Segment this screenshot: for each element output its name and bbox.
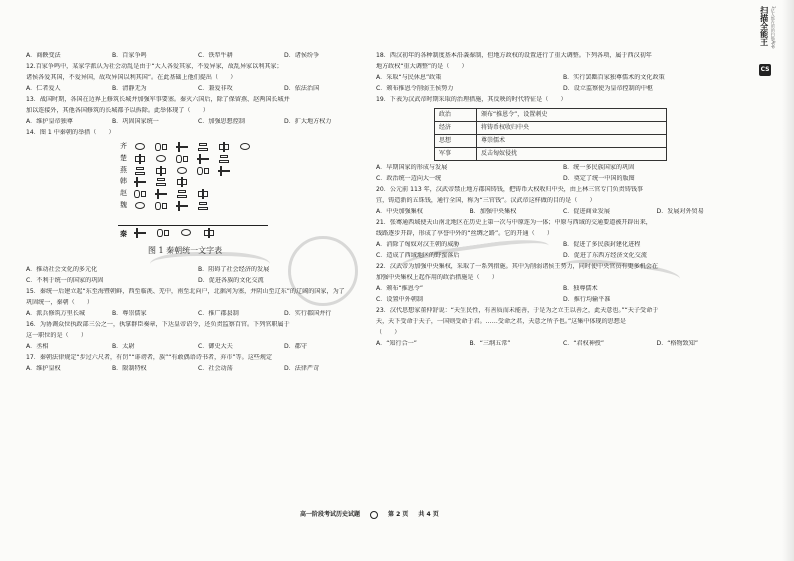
answer-options-row (26, 52, 370, 63)
question-text-line: 12.百家争鸣中，某家学派认为社会动乱是由于“大人各爱其家，不爱异家，故乱异家以利其家； (26, 63, 283, 70)
answer-options-row (376, 296, 750, 307)
answer-option: D．奠定了统一中国的版图 (563, 175, 635, 182)
answer-option: A．“知行合一” (376, 340, 417, 347)
answer-option: C．铁犁牛耕 (198, 52, 233, 59)
scanner-tagline: 3亿人都在用的扫描App (770, 6, 776, 49)
table-row (435, 122, 667, 135)
ancient-script-glyph (134, 166, 147, 176)
answer-option: A．采取“与民休息”政策 (376, 74, 442, 81)
answer-option: C．政治统一迈向大一统 (376, 175, 442, 182)
question-text-line: 19．下表为汉武帝时期采取的治理措施，其反映的时代特征是（ ） (376, 96, 567, 103)
answer-option: A．维护皇帝独尊 (26, 118, 73, 125)
answer-option: D．诸侯纷争 (284, 52, 320, 59)
script-variant-row (134, 166, 252, 178)
ancient-script-glyph (134, 228, 147, 238)
question-text-line: 15．秦统一后建立起“东至海暨朝鲜，西至临洮、羌中，南至北向户，北据河为塞，并阴山至辽东”的辽阔的国家，为了 (26, 288, 345, 295)
answer-option: B．百家争鸣 (112, 52, 147, 59)
script-variant-row (134, 154, 252, 166)
figure-qin-script-table (26, 142, 370, 262)
ancient-script-glyph (134, 201, 147, 211)
table-row (435, 109, 667, 122)
figure-rule (118, 225, 268, 227)
table-cell-category: 思想 (435, 135, 477, 148)
answer-options-row (376, 74, 750, 85)
answer-options-row (376, 241, 750, 252)
table-cell-measure: 颁布“推恩令”，设置刺史 (477, 109, 667, 122)
answer-option: D．“格物致知” (656, 340, 698, 347)
question-text-line: 天，天下受命于天子，一国则受命于君。……受命之君，天意之所予也。”这集中体现的思想是 (376, 318, 626, 325)
question-text-line: 线路逐步开辟，形成了享誉中外的“丝绸之路”。它的开通（ ） (376, 230, 553, 237)
ancient-script-glyph (176, 189, 189, 199)
scanner-logo-icon: CS (759, 64, 771, 76)
exam-title: 高一阶段考试历史试题 (300, 511, 361, 518)
answer-option: B．独尊儒术 (563, 285, 598, 292)
ancient-script-glyph (176, 177, 189, 187)
ancient-script-glyph (203, 228, 216, 238)
scanner-watermark (755, 2, 779, 102)
answer-option: D．实行郡国并行 (284, 310, 332, 317)
question-text-line: 14．图 1 中秦朝的举措（ ） (26, 129, 115, 136)
question-text-line: 22．汉武帝为加强中央集权，采取了一系列措施。其中为削弱诸侯王势力，同时使中央官员有更多机会在 (376, 263, 658, 270)
answer-option: B．加强中央集权 (469, 208, 517, 215)
answer-options-row (26, 118, 370, 129)
answer-options-row (376, 340, 750, 351)
table-cell-category: 经济 (435, 122, 477, 135)
answer-option: B．太尉 (112, 343, 135, 350)
answer-option: B．阻碍了社会经济的发展 (198, 266, 270, 273)
answer-options-row (376, 285, 750, 296)
ancient-script-glyph (218, 142, 231, 152)
answer-option: A．颁布“推恩令” (376, 285, 424, 292)
answer-option: B．统一多民族国家的巩固 (563, 164, 635, 171)
state-label: 楚 (120, 153, 127, 162)
page-number: 第 2 页 (388, 511, 409, 518)
ancient-script-glyph (197, 154, 210, 164)
answer-option: C．御史大夫 (198, 343, 233, 350)
ancient-script-glyph (134, 177, 147, 187)
figure-caption: 图 1 秦朝统一文字表 (148, 246, 223, 255)
answer-option: A．消除了匈奴对汉王朝的威胁 (376, 241, 460, 248)
answer-options-row (26, 310, 370, 321)
answer-option: A．早期国家的形成与发展 (376, 164, 448, 171)
answer-option: B．巩固国家统一 (112, 118, 159, 125)
ancient-script-glyph (218, 166, 231, 176)
answer-option: C．兼爱非攻 (198, 85, 233, 92)
question-text-line: 16．为协调众位执政部三公之一，执掌群臣奏章，下达皇帝诏令，还负责监察百官。下列官职属于 (26, 321, 290, 328)
question-text-line: 加强中央集权上起作用的政治措施是（ ） (376, 274, 498, 281)
question-text-line: 巩固统一，秦朝（ ） (26, 299, 94, 306)
ancient-script-glyph (176, 142, 189, 152)
script-variant-row (134, 201, 252, 213)
answer-option: D．郡守 (284, 343, 307, 350)
question-text-line: 18．西汉初年的各种制度基本沿袭秦制，但地方政权的设置进行了重大调整。下列各项，属于西汉初年 (376, 52, 652, 59)
ancient-script-glyph (197, 189, 210, 199)
answer-option: C．推广郡县制 (198, 310, 239, 317)
question-text-line: 宜，铸造新的五铢钱，通行全国，称为“三官钱”。汉武帝这样做的目的是（ ） (376, 197, 596, 204)
answer-option: B．促进了多民族封建化进程 (563, 241, 641, 248)
answer-option: A．维护皇权 (26, 365, 61, 372)
table-cell-measure: 反击匈奴侵扰 (477, 148, 667, 161)
scan-edge-shadow (782, 0, 794, 561)
question-text-line: 诸侯各爱其国，不爱异国，故攻异国以利其国”。在此基础上他们提出（ ） (26, 74, 237, 81)
answer-option: C．颁布推恩令削弱王侯势力 (376, 85, 454, 92)
state-label: 齐 (120, 142, 127, 150)
table-cell-category: 军事 (435, 148, 477, 161)
question-text-line: 21．张骞通西域使天山南北地区在历史上第一次与中原连为一体；中原与西域的交通要道被开辟出来， (376, 219, 652, 226)
answer-option: B．尊崇儒家 (112, 310, 147, 317)
answer-option: D．促进了东西方经济文化交流 (563, 252, 647, 259)
scanner-name: 扫描全能王 (759, 6, 769, 46)
question-text-line: （ ） (376, 329, 401, 336)
answer-options-row (376, 85, 750, 96)
answer-options-row (376, 175, 750, 186)
answer-option: C．造成了西域地区的野蛮落后 (376, 252, 460, 259)
ancient-script-glyph (155, 154, 168, 164)
answer-option: C．不利于统一的国家的巩固 (26, 277, 104, 284)
ancient-script-glyph (239, 142, 252, 152)
answer-options-row (26, 365, 370, 376)
answer-option: A．派兵修筑万里长城 (26, 310, 86, 317)
table-cell-category: 政治 (435, 109, 477, 122)
answer-option: B．清静无为 (112, 85, 147, 92)
table-row (435, 135, 667, 148)
answer-option: A．推动社会文化的多元化 (26, 266, 98, 273)
figure-qin-label: 秦 (120, 229, 127, 238)
ancient-script-glyph (155, 166, 168, 176)
right-column (376, 52, 750, 351)
script-variant-row (134, 189, 252, 201)
ancient-script-glyph (197, 201, 210, 211)
answer-options-row (376, 252, 750, 263)
answer-option: D．促进各族的文化交流 (198, 277, 264, 284)
state-label: 燕 (120, 165, 127, 174)
question-text-line: 20．公元前 113 年，汉武帝禁止地方郡国铸钱，把铸币大权收归中央，由上林三官专门负责铸钱事 (376, 186, 644, 193)
ancient-script-glyph (134, 142, 147, 152)
answer-option: B．“三纲五常” (469, 340, 511, 347)
question-text-line: 23．汉代思想家董仲舒说：“天生民性，有善质而未能善，于是为之立王以善之，此天意也。”“天子受命于 (376, 307, 659, 314)
table-cell-measure: 将铸币权收归中央 (477, 122, 667, 135)
state-label: 韩 (120, 177, 127, 186)
ancient-script-glyph (155, 177, 168, 187)
ancient-script-glyph (134, 154, 147, 164)
answer-option: B．限制特权 (112, 365, 147, 372)
ancient-script-glyph (155, 142, 168, 152)
answer-options-row (26, 85, 370, 96)
ancient-script-glyph (176, 201, 189, 211)
ancient-script-glyph (155, 201, 168, 211)
school-emblem-icon (370, 511, 378, 519)
measures-table (434, 108, 667, 161)
question-text-line: 这一职位的是（ ） (26, 332, 87, 339)
answer-option: D．扩大地方权力 (284, 118, 332, 125)
answer-option: A．中央加强集权 (376, 208, 423, 215)
answer-option: C．设置中外朝制 (376, 296, 423, 303)
page-footer (300, 511, 500, 519)
answer-option: D．依法治国 (284, 85, 320, 92)
answer-option: C．社会动荡 (198, 365, 233, 372)
answer-option: D．推行均输平准 (563, 296, 611, 303)
left-column (26, 52, 370, 376)
state-label: 魏 (120, 200, 127, 209)
answer-option: B．实行罢黜百家独尊儒术的文化政策 (563, 74, 665, 81)
state-label: 赵 (120, 189, 127, 198)
answer-option: C．加强思想控制 (198, 118, 245, 125)
answer-option: A．丞相 (26, 343, 49, 350)
ancient-script-glyph (134, 189, 147, 199)
ancient-script-glyph (197, 166, 210, 176)
answer-options-row (26, 266, 370, 277)
question-text-line: 加以连接外，其他各国修筑的长城都予以拆除。此举体现了（ ） (26, 107, 209, 114)
ancient-script-glyph (157, 228, 170, 238)
script-variant-row (134, 177, 252, 189)
table-cell-measure: 尊崇儒术 (477, 135, 667, 148)
answer-options-row (376, 208, 750, 219)
answer-option: D．发展对外贸易 (656, 208, 704, 215)
ancient-script-glyph (218, 154, 231, 164)
answer-options-row (26, 343, 370, 354)
answer-option: C．“君权神授” (563, 340, 605, 347)
page-total: 共 4 页 (418, 511, 439, 518)
question-text-line: 13．战国时期，各国在边界上修筑长城并加强军事要塞。秦灭六国后，除了保留燕、赵两国长城并 (26, 96, 290, 103)
answer-options-row (376, 164, 750, 175)
ancient-script-glyph (180, 228, 193, 238)
ancient-script-glyph (176, 166, 189, 176)
ancient-script-glyph (176, 154, 189, 164)
answer-option: A．商鞅变法 (26, 52, 61, 59)
question-text-line: 17．秦朝法律规定“步过六尺者，有罚”“诽谤者，族”“有敢偶语诗书者，弃市”等。这些规定 (26, 354, 273, 361)
table-row (435, 148, 667, 161)
answer-option: D．法律严苛 (284, 365, 320, 372)
question-text-line: 地方政权“重大调整”的是（ ） (376, 63, 468, 70)
answer-option: D．设立监察使为皇帝控制的中枢 (563, 85, 654, 92)
ancient-script-glyph (197, 142, 210, 152)
ancient-script-glyph (155, 189, 168, 199)
script-variant-row (134, 142, 252, 154)
answer-option: A．仁者爱人 (26, 85, 61, 92)
answer-option: C．促进商业发展 (563, 208, 610, 215)
answer-options-row (26, 277, 370, 288)
